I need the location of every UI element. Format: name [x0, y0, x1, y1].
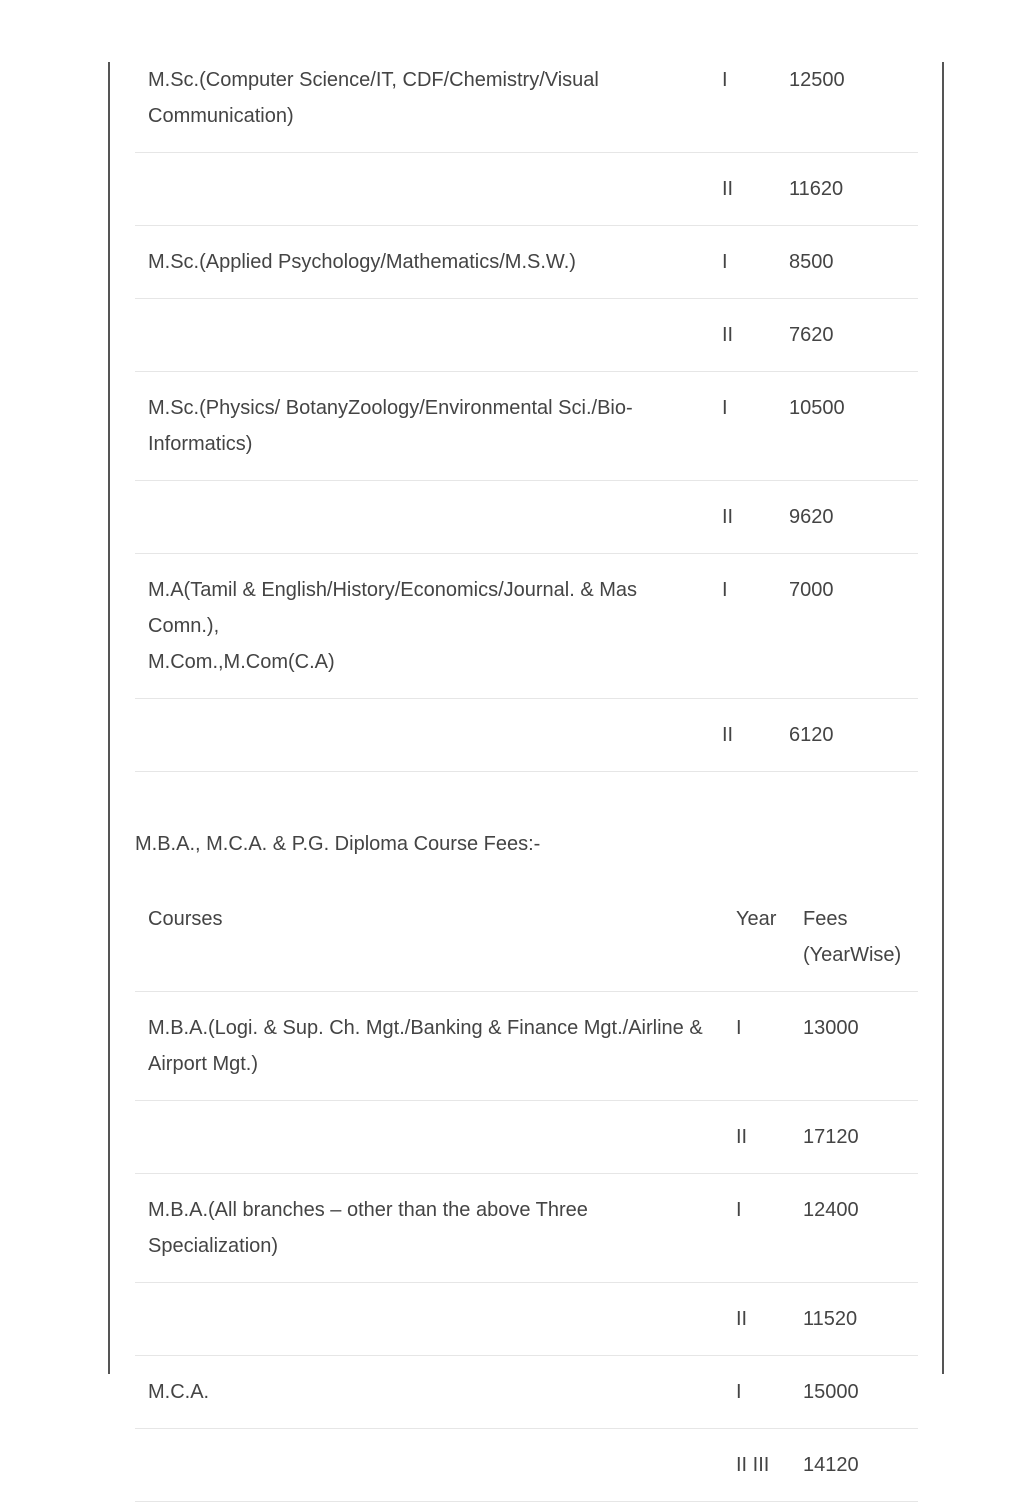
fee-cell: 6120	[776, 699, 918, 772]
table-row	[135, 554, 918, 699]
table-row	[135, 699, 918, 772]
course-cell	[135, 481, 709, 554]
year-cell: I	[709, 44, 776, 153]
mba-section-heading: M.B.A., M.C.A. & P.G. Diploma Course Fees:-	[135, 833, 541, 855]
course-name: M.Sc.(Applied Psychology/Mathematics/M.S.W.)	[148, 251, 576, 273]
year-cell: I	[709, 372, 776, 481]
table-row	[135, 153, 918, 226]
course-cell	[135, 44, 709, 153]
course-cell	[135, 153, 709, 226]
page-content	[135, 44, 918, 1502]
fee-cell: 11620	[776, 153, 918, 226]
year-cell: II	[709, 481, 776, 554]
fee-cell: 15000	[790, 1356, 918, 1429]
course-cell	[135, 372, 709, 481]
fee-cell: 7620	[776, 299, 918, 372]
course-cell	[135, 699, 709, 772]
course-cell	[135, 1101, 723, 1174]
table-row	[135, 1174, 918, 1283]
fee-cell: 11520	[790, 1283, 918, 1356]
fee-cell: 9620	[776, 481, 918, 554]
pg-fees-table-body	[135, 44, 918, 772]
header-fees: Fees (YearWise)	[790, 883, 918, 992]
year-cell: II	[709, 153, 776, 226]
course-cell	[135, 1429, 723, 1502]
year-cell: I	[709, 226, 776, 299]
year-cell: II	[723, 1101, 790, 1174]
fee-cell: 13000	[790, 992, 918, 1101]
mba-fees-table-body	[135, 992, 918, 1502]
course-cell	[135, 1283, 723, 1356]
course-cell	[135, 554, 709, 699]
year-cell: II	[709, 299, 776, 372]
year-cell: I	[723, 992, 790, 1101]
course-cell	[135, 992, 723, 1101]
table-row	[135, 44, 918, 153]
fee-cell: 7000	[776, 554, 918, 699]
year-cell: II	[723, 1283, 790, 1356]
course-name: M.B.A.(All branches – other than the above Three Specialization)	[148, 1199, 588, 1257]
fee-cell: 12500	[776, 44, 918, 153]
year-cell: I	[709, 554, 776, 699]
course-cell	[135, 1174, 723, 1283]
course-cell	[135, 299, 709, 372]
table-header-row	[135, 883, 918, 992]
year-cell: I	[723, 1356, 790, 1429]
table-row	[135, 372, 918, 481]
header-year: Year	[723, 883, 790, 992]
fee-cell: 8500	[776, 226, 918, 299]
course-name: M.C.A.	[148, 1381, 210, 1403]
course-cell	[135, 226, 709, 299]
table-row	[135, 226, 918, 299]
mba-fees-table	[135, 883, 918, 1502]
course-name: M.Sc.(Physics/ BotanyZoology/Environmental Sci./Bio-Informatics)	[148, 397, 633, 455]
table-row	[135, 1429, 918, 1502]
course-name: M.Com.,M.Com(C.A)	[148, 651, 335, 673]
course-name: M.B.A.(Logi. & Sup. Ch. Mgt./Banking & Finance Mgt./Airline & Airport Mgt.)	[148, 1017, 703, 1075]
header-courses: Courses	[135, 883, 723, 992]
table-row	[135, 1356, 918, 1429]
course-name: M.A(Tamil & English/History/Economics/Journal. & Mas Comn.),	[148, 579, 638, 637]
pg-fees-table	[135, 44, 918, 772]
course-name: M.Sc.(Computer Science/IT, CDF/Chemistry/Visual Communication)	[148, 69, 599, 127]
year-cell: I	[723, 1174, 790, 1283]
course-cell	[135, 1356, 723, 1429]
table-row	[135, 481, 918, 554]
table-row	[135, 1101, 918, 1174]
table-row	[135, 992, 918, 1101]
table-row	[135, 299, 918, 372]
table-row	[135, 1283, 918, 1356]
fee-cell: 12400	[790, 1174, 918, 1283]
year-cell: II	[709, 699, 776, 772]
fee-cell: 17120	[790, 1101, 918, 1174]
fee-cell: 10500	[776, 372, 918, 481]
year-cell: II III	[723, 1429, 790, 1502]
fee-cell: 14120	[790, 1429, 918, 1502]
